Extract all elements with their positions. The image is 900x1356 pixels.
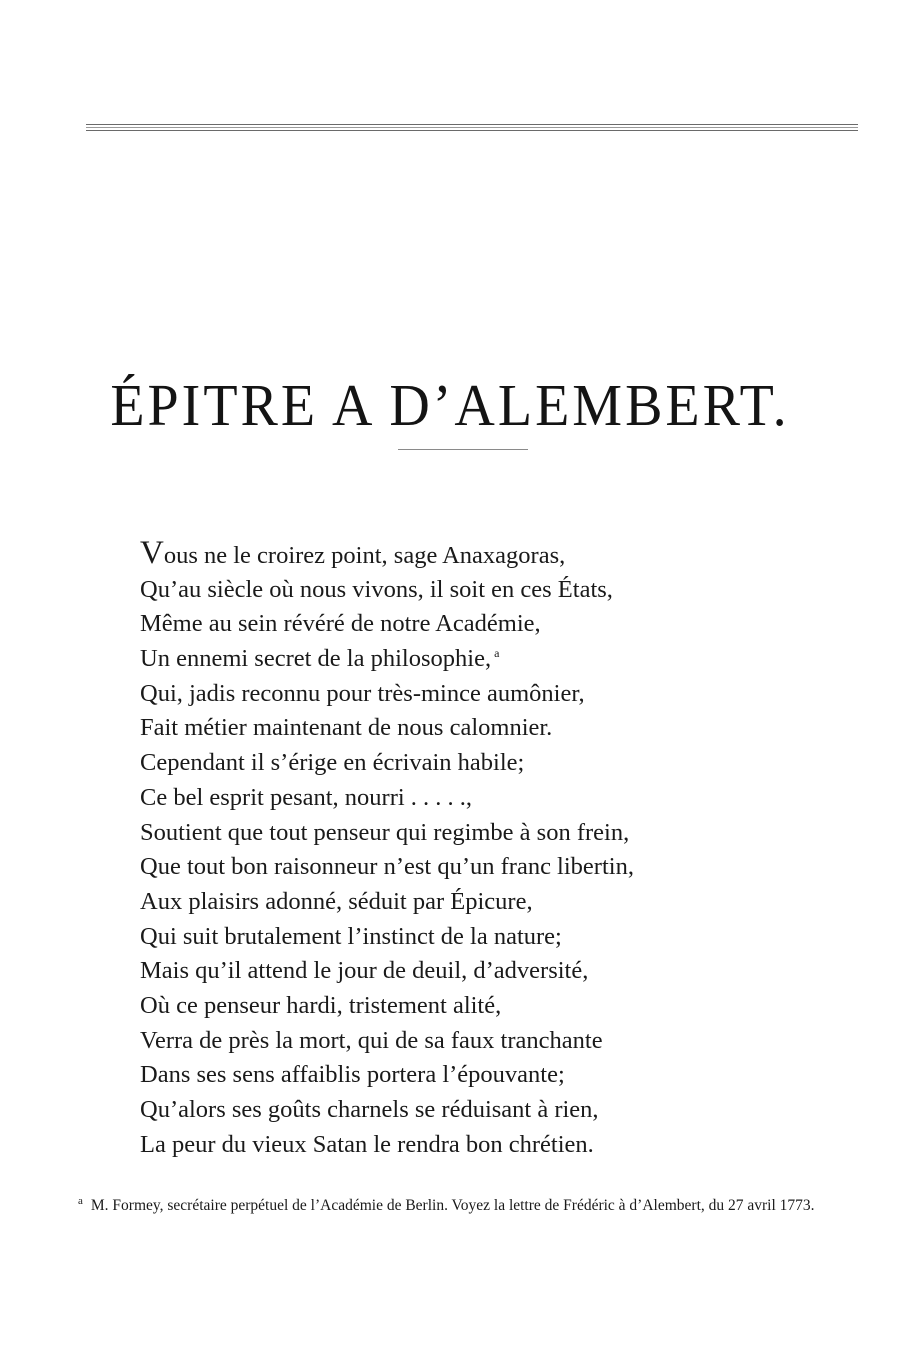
header-rule-line-2	[86, 127, 858, 128]
verse-line-8: Ce bel esprit pesant, nourri . . . . .,	[140, 783, 473, 811]
verse-line-10: Que tout bon raisonneur n’est qu’un franc libertin,	[140, 853, 634, 881]
header-rule	[86, 124, 858, 132]
verse-line-2: Qu’au siècle où nous vivons, il soit en ces États,	[140, 575, 613, 603]
page-title: ÉPITRE A D’ALEMBERT.	[110, 372, 790, 439]
verse-line-9: Soutient que tout penseur qui regimbe à son frein,	[140, 818, 630, 846]
footnote-reference[interactable]: a	[494, 645, 500, 660]
header-rule-line-1	[86, 124, 858, 125]
footnote	[62, 1194, 842, 1217]
verse-text: ous ne le croirez point, sage Anaxagoras,	[163, 542, 566, 569]
verse-line-3: Même au sein révéré de notre Académie,	[140, 610, 541, 638]
verse-line-15: Verra de près la mort, qui de sa faux tranchante	[140, 1026, 603, 1054]
verse-line-6: Fait métier maintenant de nous calomnier.	[140, 714, 553, 742]
verse-text: Un ennemi secret de la philosophie,	[140, 645, 492, 673]
drop-cap: V	[140, 535, 164, 571]
footnote-mark: a	[78, 1194, 83, 1207]
verse-line-17: Qu’alors ses goûts charnels se réduisant à rien,	[140, 1096, 599, 1123]
verse-line-1	[140, 535, 860, 573]
poem	[140, 535, 860, 1162]
verse-line-7: Cependant il s’érige en écrivain habile;	[140, 749, 525, 777]
footnote-text: M. Formey, secrétaire perpétuel de l’Académie de Berlin. Voyez la lettre de Frédéric à d’Alembert, du 27 avril 1773.	[90, 1197, 815, 1214]
verse-line-16: Dans ses sens affaiblis portera l’épouvante;	[140, 1061, 565, 1089]
verse-line-14: Où ce penseur hardi, tristement alité,	[140, 991, 502, 1019]
header-rule-line-3	[86, 130, 858, 131]
verse-line-12: Qui suit brutalement l’instinct de la nature;	[140, 922, 562, 950]
title-divider	[398, 449, 528, 450]
verse-line-13: Mais qu’il attend le jour de deuil, d’adversité,	[140, 957, 589, 985]
verse-line-18: La peur du vieux Satan le rendra bon chrétien.	[140, 1130, 594, 1158]
verse-line-11: Aux plaisirs adonné, séduit par Épicure,	[140, 887, 533, 915]
verse-line-4	[140, 642, 860, 677]
verse-line-5: Qui, jadis reconnu pour très-mince aumônier,	[140, 679, 585, 707]
